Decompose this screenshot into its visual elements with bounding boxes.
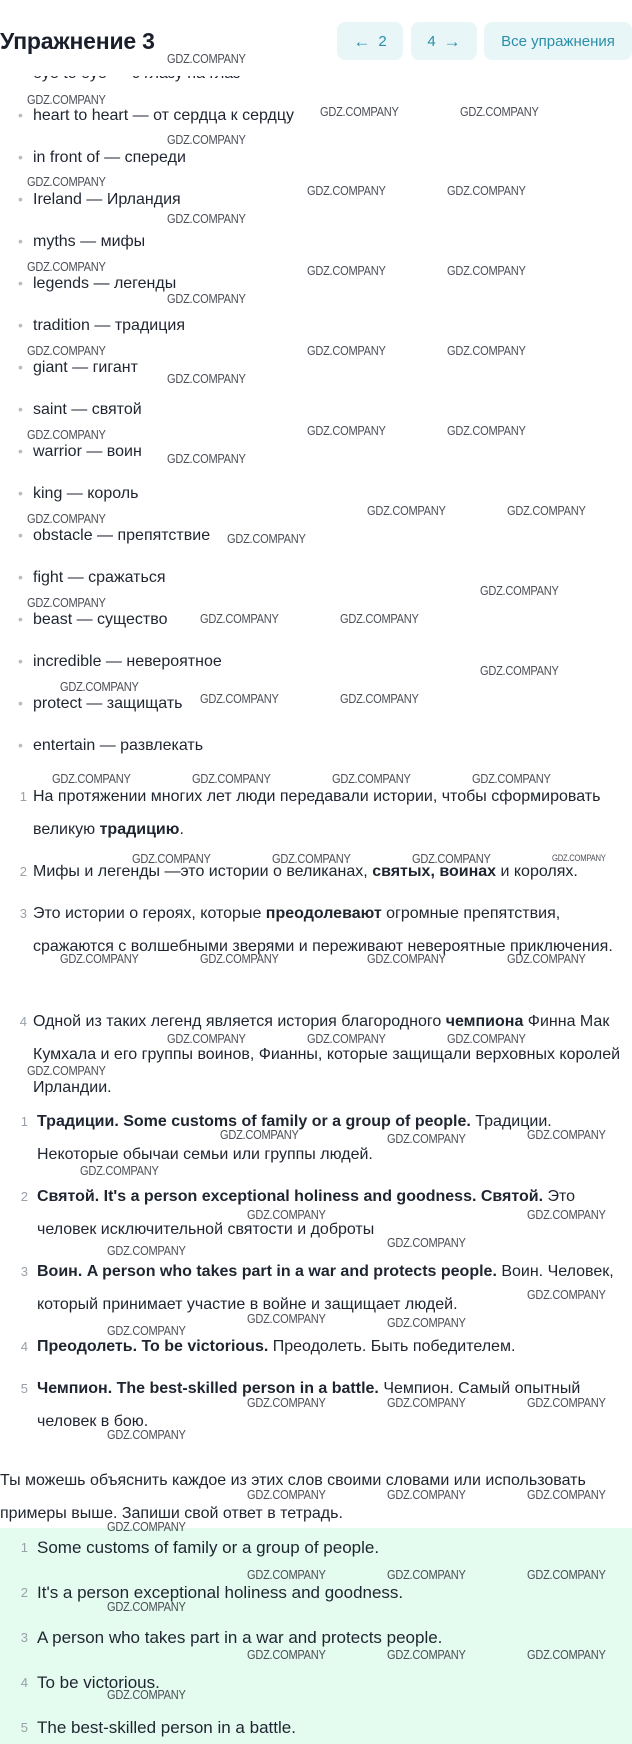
text-sentence [19,1005,623,1104]
bullet-icon: • [18,359,23,375]
watermark: GDZ.COMPANY [320,104,399,119]
next-exercise-button[interactable] [411,22,477,60]
vocab-item [18,107,295,125]
watermark: GDZ.COMPANY [447,1031,526,1046]
watermark: GDZ.COMPANY [247,1567,326,1582]
sentence-number: 3 [19,906,27,921]
answer-number: 1 [20,1540,28,1555]
bullet-icon: • [18,485,23,501]
bullet-icon: • [18,149,23,165]
bullet-icon: • [18,107,23,123]
sentence-text: На протяжении многих лет люди передавали истории, чтобы сформировать великую [33,788,601,838]
answer-text: A person who takes part in a war and protects people. [37,1628,443,1647]
watermark: GDZ.COMPANY [60,951,139,966]
vocab-item-text: king — король [33,485,139,502]
watermark: GDZ.COMPANY [387,1235,466,1250]
vocab-item [18,737,204,755]
watermark: GDZ.COMPANY [387,1487,466,1502]
vocab-item [18,569,166,587]
watermark: GDZ.COMPANY [27,1063,106,1078]
vocab-item [18,191,181,209]
vocab-item [18,275,177,293]
vocab-item [18,149,186,167]
watermark: GDZ.COMPANY [527,1287,606,1302]
watermark: GDZ.COMPANY [367,951,446,966]
vocab-item [18,359,138,377]
watermark: GDZ.COMPANY [507,503,586,518]
vocab-item-text: Ireland — Ирландия [33,191,181,208]
definition-translation: Чемпион. Самый опытный человек в бою. [37,1380,581,1430]
definition-term: Воин. A person who takes part in a war and protects people. [37,1263,497,1280]
watermark: GDZ.COMPANY [367,503,446,518]
watermark: GDZ.COMPANY [307,183,386,198]
watermark: GDZ.COMPANY [27,92,106,107]
watermark: GDZ.COMPANY [247,1487,326,1502]
watermark: GDZ.COMPANY [412,851,491,866]
watermark: GDZ.COMPANY [167,1031,246,1046]
watermark: GDZ.COMPANY [200,951,279,966]
watermark: GDZ.COMPANY [247,1207,326,1222]
definition-translation: Традиции. Некоторые обычаи семьи или группы людей. [37,1113,552,1163]
watermark: GDZ.COMPANY [247,1311,326,1326]
watermark: GDZ.COMPANY [220,1127,299,1142]
watermark: GDZ.COMPANY [107,1323,186,1338]
watermark: GDZ.COMPANY [447,423,526,438]
sentence-text: Это истории о героях, которые [33,905,266,922]
watermark: GDZ.COMPANY [387,1395,466,1410]
sentence-text: огромные препятствия, сражаются с волшебными зверями и переживают невероятные приключения. [33,905,613,955]
answer-number: 3 [20,1630,28,1645]
answer-text: It's a person exceptional holiness and goodness. [37,1583,404,1602]
bullet-icon: • [18,737,23,753]
watermark: GDZ.COMPANY [387,1567,466,1582]
vocab-item [18,611,168,629]
watermark: GDZ.COMPANY [527,1487,606,1502]
bullet-icon: • [18,527,23,543]
vocab-item-text: beast — существо [33,611,168,628]
bullet-icon: • [18,443,23,459]
answer-item [20,1718,296,1738]
answer-number: 2 [20,1585,28,1600]
answer-number: 4 [20,1675,28,1690]
answer-item [20,1628,443,1648]
watermark: GDZ.COMPANY [27,174,106,189]
sentence-text: . [179,821,184,838]
text-sentence [19,780,623,846]
watermark: GDZ.COMPANY [552,853,606,863]
watermark: GDZ.COMPANY [52,771,131,786]
sentence-number: 1 [19,789,27,804]
watermark: GDZ.COMPANY [80,1163,159,1178]
all-exercises-button[interactable]: Все упражнения [484,22,632,60]
bullet-icon: • [18,653,23,669]
answer-number: 5 [20,1720,28,1735]
vocab-item-text: heart to heart — от сердца к сердцу [33,107,295,124]
bullet-icon: • [18,569,23,585]
watermark: GDZ.COMPANY [227,531,306,546]
vocab-item [18,527,211,545]
bullet-icon: • [18,401,23,417]
vocab-item [18,443,142,461]
answer-text: Some customs of family or a group of people. [37,1538,380,1557]
vocab-item-text: myths — мифы [33,233,146,250]
vocab-item [18,401,142,419]
watermark: GDZ.COMPANY [107,1599,186,1614]
watermark: GDZ.COMPANY [132,851,211,866]
highlighted-word: традицию [99,821,180,838]
watermark: GDZ.COMPANY [27,259,106,274]
prev-exercise-button[interactable] [337,22,403,60]
watermark: GDZ.COMPANY [527,1207,606,1222]
watermark: GDZ.COMPANY [387,1647,466,1662]
vocab-item [18,233,146,251]
watermark: GDZ.COMPANY [307,343,386,358]
watermark: GDZ.COMPANY [480,583,559,598]
watermark: GDZ.COMPANY [507,951,586,966]
vocab-item [18,653,222,671]
highlighted-word: святых, воинах [372,863,497,880]
vocab-item-text: protect — защищать [33,695,183,712]
watermark: GDZ.COMPANY [447,343,526,358]
watermark: GDZ.COMPANY [307,423,386,438]
answer-item [20,1583,404,1603]
watermark: GDZ.COMPANY [192,771,271,786]
watermark: GDZ.COMPANY [307,263,386,278]
definition-number: 3 [20,1264,28,1279]
definition-translation: Это человек исключительной святости и доброты [37,1188,576,1238]
watermark: GDZ.COMPANY [480,663,559,678]
watermark: GDZ.COMPANY [527,1647,606,1662]
watermark: GDZ.COMPANY [272,851,351,866]
watermark: GDZ.COMPANY [332,771,411,786]
page-title: Упражнение 3 [0,28,155,54]
definition-term: Преодолеть. To be victorious. [37,1338,269,1355]
bullet-icon: • [18,317,23,333]
prev-exercise-label: 2 [378,32,387,50]
definition-translation: Воин. Человек, который принимает участие в войне и защищает людей. [37,1263,614,1313]
sentence-text: Одной из таких легенд является история благородного [33,1013,446,1030]
watermark: GDZ.COMPANY [387,1315,466,1330]
watermark: GDZ.COMPANY [107,1243,186,1258]
watermark: GDZ.COMPANY [167,371,246,386]
watermark: GDZ.COMPANY [460,104,539,119]
vocab-item-text: in front of — спереди [33,149,186,166]
definition-number: 1 [20,1114,28,1129]
watermark: GDZ.COMPANY [107,1519,186,1534]
watermark: GDZ.COMPANY [527,1127,606,1142]
vocab-item-text: obstacle — препятствие [33,527,211,544]
watermark: GDZ.COMPANY [307,1031,386,1046]
vocab-item-text: incredible — невероятное [33,653,222,670]
highlighted-word: преодолевают [265,905,382,922]
watermark: GDZ.COMPANY [167,51,246,66]
sentence-text: и королях. [496,863,578,880]
vocab-item [18,485,139,503]
definition-term: Чемпион. The best-skilled person in a battle. [37,1380,379,1397]
watermark: GDZ.COMPANY [167,451,246,466]
watermark: GDZ.COMPANY [447,263,526,278]
answer-text: To be victorious. [37,1673,160,1692]
vocab-item-text: warrior — воин [33,443,142,460]
bullet-icon: • [18,191,23,207]
definition-translation: Преодолеть. Быть победителем. [268,1338,516,1355]
watermark: GDZ.COMPANY [527,1395,606,1410]
bullet-icon: • [18,275,23,291]
sentence-text: Мифы и легенды —это истории о великанах, [33,863,373,880]
question-text: Ты можешь объяснить каждое из этих слов своими словами или использовать примеры выше. Запиши свой ответ в тетрадь. [0,1472,586,1522]
definition-number: 4 [20,1339,28,1354]
vocab-item-text: legends — легенды [33,275,177,292]
watermark: GDZ.COMPANY [167,291,246,306]
arrow-left-icon: ← [353,31,371,51]
definition-number: 2 [20,1189,28,1204]
highlighted-word: чемпиона [445,1013,524,1030]
sentence-text: Финна Мак Кумхала и его группы воинов, Фианны, которые защищали верховных королей Ирландии. [33,1013,621,1096]
next-exercise-label: 4 [427,32,436,50]
header [0,0,632,76]
watermark: GDZ.COMPANY [472,771,551,786]
sentence-number: 4 [19,1014,27,1029]
watermark: GDZ.COMPANY [387,1131,466,1146]
bullet-icon: • [18,695,23,711]
vocab-item-text: fight — сражаться [33,569,166,586]
watermark: GDZ.COMPANY [247,1647,326,1662]
watermark: GDZ.COMPANY [107,1427,186,1442]
watermark: GDZ.COMPANY [527,1567,606,1582]
watermark: GDZ.COMPANY [27,511,106,526]
watermark: GDZ.COMPANY [340,611,419,626]
bullet-icon: • [18,611,23,627]
watermark: GDZ.COMPANY [27,343,106,358]
watermark: GDZ.COMPANY [107,1687,186,1702]
watermark: GDZ.COMPANY [200,611,279,626]
vocab-item-text: giant — гигант [33,359,138,376]
watermark: GDZ.COMPANY [27,595,106,610]
sentence-number: 2 [19,864,27,879]
watermark: GDZ.COMPANY [27,427,106,442]
definition-number: 5 [20,1381,28,1396]
bullet-icon: • [18,233,23,249]
watermark: GDZ.COMPANY [340,691,419,706]
vocab-item [18,695,183,713]
answer-item [20,1538,380,1558]
vocab-item-text: tradition — традиция [33,317,185,334]
vocab-item [18,317,185,335]
definition-term: Традиции. Some customs of family or a group of people. [37,1113,471,1130]
arrow-right-icon: → [443,31,461,51]
watermark: GDZ.COMPANY [200,691,279,706]
definition-term: Святой. It's a person exceptional holiness and goodness. Святой. [37,1188,544,1205]
watermark: GDZ.COMPANY [447,183,526,198]
watermark: GDZ.COMPANY [167,132,246,147]
answer-block [0,1528,632,1744]
vocab-item-text: saint — святой [33,401,142,418]
watermark: GDZ.COMPANY [247,1395,326,1410]
watermark: GDZ.COMPANY [60,679,139,694]
watermark: GDZ.COMPANY [167,211,246,226]
vocab-item-text: entertain — развлекать [33,737,204,754]
answer-text: The best-skilled person in a battle. [37,1718,296,1737]
